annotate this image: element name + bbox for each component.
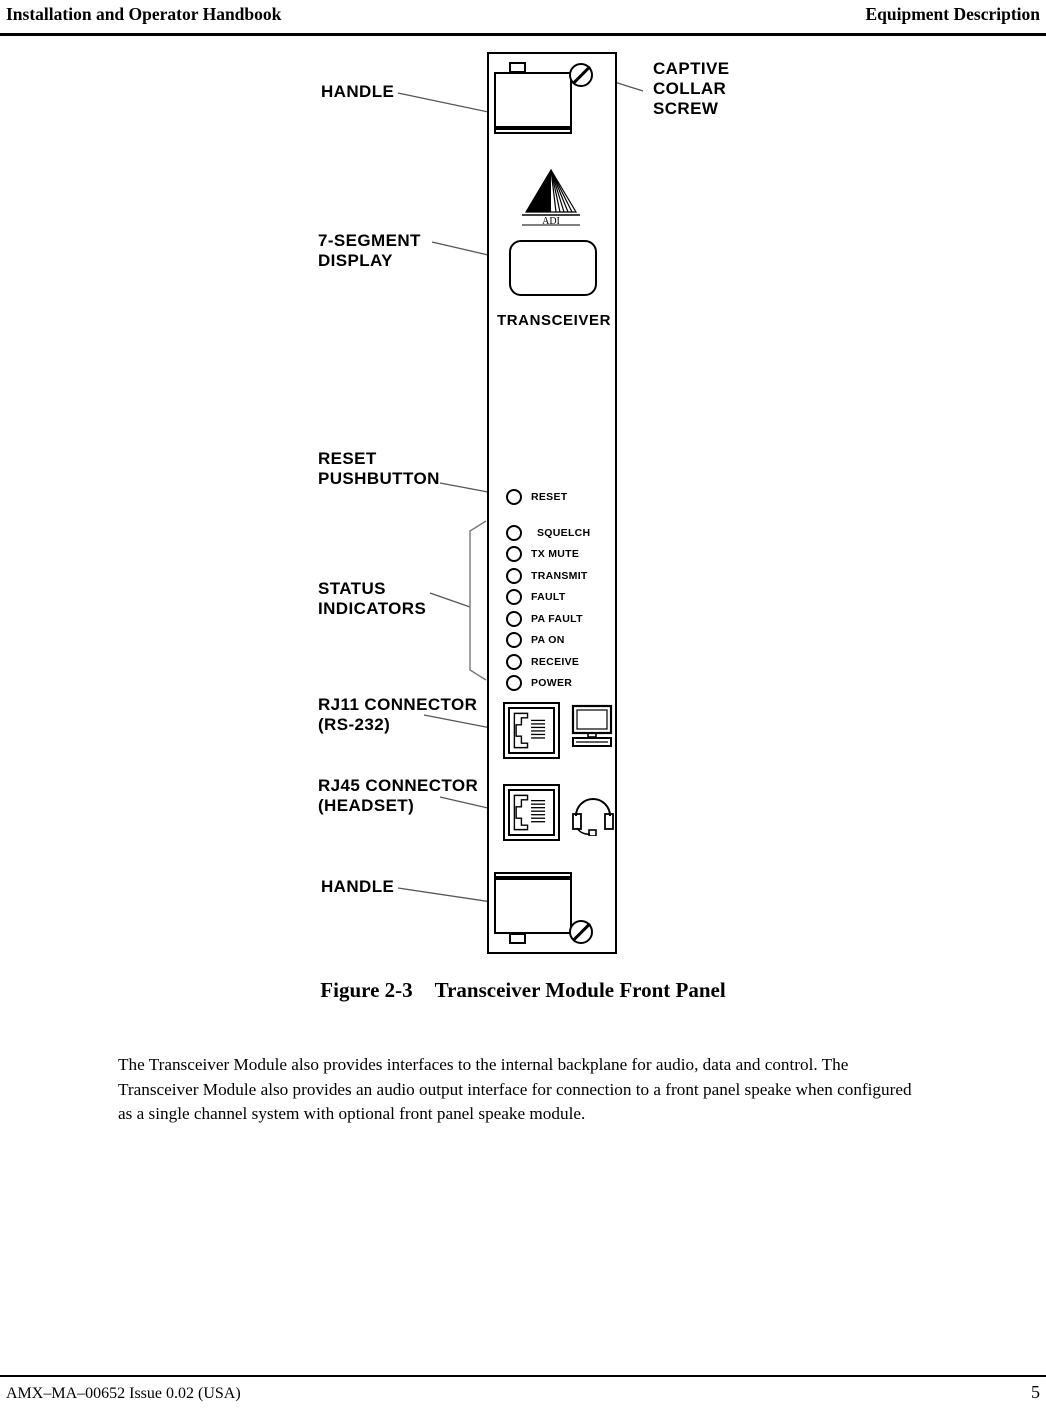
- reset-pushbutton-label: RESET: [531, 490, 568, 503]
- callout-handle-top-line1: HANDLE: [321, 82, 395, 101]
- callout-reset-pushbutton-line2: PUSHBUTTON: [318, 469, 440, 488]
- status-indicator-row: [506, 673, 590, 695]
- callout-captive-collar-screw-line1: CAPTIVE: [653, 59, 730, 78]
- led-label-pa-fault: PA FAULT: [531, 612, 583, 625]
- led-label-transmit: TRANSMIT: [531, 569, 588, 582]
- footer-document-id: AMX–MA–00652 Issue 0.02 (USA): [6, 1385, 241, 1402]
- handle-bottom-bar: [496, 876, 570, 880]
- status-indicator-row: [506, 630, 590, 652]
- header-title-right: Equipment Description: [865, 4, 1040, 24]
- handle-bottom[interactable]: [494, 872, 572, 934]
- footer-page-number: 5: [1031, 1382, 1040, 1402]
- figure-transceiver-front-panel: [0, 45, 1046, 960]
- led-label-pa-on: PA ON: [531, 634, 565, 647]
- callout-captive-collar-screw-line2: COLLAR: [653, 79, 727, 98]
- status-indicator-row: [506, 651, 590, 673]
- figure-caption: [0, 978, 1046, 1003]
- transceiver-front-panel: [487, 52, 617, 954]
- status-bracket: [470, 521, 486, 680]
- footer-divider: [0, 1375, 1046, 1377]
- figure-caption-number: Figure 2-3: [320, 978, 413, 1002]
- seven-segment-display: [509, 240, 597, 296]
- rj11-jack-inner: [508, 707, 555, 754]
- callout-captive-collar-screw: [653, 59, 729, 119]
- status-indicator-row: [506, 587, 590, 609]
- callout-rj45-line2: (HEADSET): [318, 796, 415, 815]
- callout-rj45-line1: RJ45 CONNECTOR: [318, 776, 479, 795]
- led-transmit-icon: [506, 568, 522, 584]
- handle-bottom-tab: [509, 933, 526, 944]
- callout-reset-pushbutton-line1: RESET: [318, 449, 377, 468]
- callout-status-indicators-line1: STATUS: [318, 579, 386, 598]
- led-tx-mute-icon: [506, 546, 522, 562]
- callout-seven-segment-line2: DISPLAY: [318, 251, 393, 270]
- reset-pushbutton-icon[interactable]: [506, 489, 522, 505]
- led-label-power: POWER: [531, 677, 573, 690]
- panel-label-transceiver: TRANSCEIVER: [496, 312, 612, 329]
- callout-seven-segment-display: [318, 231, 421, 271]
- handle-top[interactable]: [494, 72, 572, 134]
- status-indicator-row: [506, 608, 590, 630]
- handle-top-bar: [496, 126, 570, 130]
- callout-rj11-line1: RJ11 CONNECTOR: [318, 695, 478, 714]
- led-fault-icon: [506, 589, 522, 605]
- callout-handle-bottom-line1: HANDLE: [321, 877, 395, 896]
- body-paragraph: The Transceiver Module also provides interfaces to the internal backplane for audio, data and control. The Transceiver Module also provides an audio output interface for connection to a front panel speake when configured as a single channel system with optional front panel speake module.: [118, 1055, 912, 1124]
- header-divider: [0, 33, 1046, 36]
- status-indicator-row: [506, 544, 590, 566]
- callout-status-indicators: [318, 579, 426, 619]
- figure-caption-title: Transceiver Module Front Panel: [434, 978, 726, 1002]
- callout-rj45-connector: [318, 776, 478, 816]
- led-label-fault: FAULT: [531, 591, 566, 604]
- led-pa-fault-icon: [506, 611, 522, 627]
- adi-logo-text: ADI: [542, 216, 560, 227]
- led-label-tx-mute: TX MUTE: [531, 548, 580, 561]
- page-footer: [0, 1382, 1046, 1403]
- led-pa-on-icon: [506, 632, 522, 648]
- callout-captive-collar-screw-line3: SCREW: [653, 99, 719, 118]
- reset-pushbutton-group: [506, 486, 568, 508]
- header-title-left: Installation and Operator Handbook: [6, 4, 282, 24]
- handle-top-tab: [509, 62, 526, 73]
- callout-handle-top: [321, 82, 394, 102]
- callout-status-indicators-line2: INDICATORS: [318, 599, 427, 618]
- page-header: [0, 0, 1046, 36]
- status-indicator-group: [506, 522, 590, 694]
- led-label-receive: RECEIVE: [531, 655, 580, 668]
- status-indicator-row: [506, 522, 590, 544]
- computer-monitor-icon: [571, 704, 613, 748]
- callout-reset-pushbutton: [318, 449, 440, 489]
- led-receive-icon: [506, 654, 522, 670]
- reset-pushbutton-row[interactable]: [506, 486, 568, 508]
- callout-rj11-line2: (RS-232): [318, 715, 391, 734]
- rj11-connector-jack[interactable]: [503, 702, 560, 759]
- led-label-squelch: SQUELCH: [537, 526, 591, 539]
- captive-collar-screw-top-icon[interactable]: [569, 63, 593, 87]
- status-indicator-row: [506, 565, 590, 587]
- rj45-connector-jack[interactable]: [503, 784, 560, 841]
- adi-logo: [518, 166, 584, 228]
- callout-rj11-connector: [318, 695, 477, 735]
- captive-collar-screw-bottom-icon[interactable]: [569, 920, 593, 944]
- rj45-jack-inner: [508, 789, 555, 836]
- callout-seven-segment-line1: 7-SEGMENT: [318, 231, 421, 250]
- callout-handle-bottom: [321, 877, 394, 897]
- led-squelch-icon: [506, 525, 522, 541]
- headset-icon: [571, 792, 615, 836]
- led-power-icon: [506, 675, 522, 691]
